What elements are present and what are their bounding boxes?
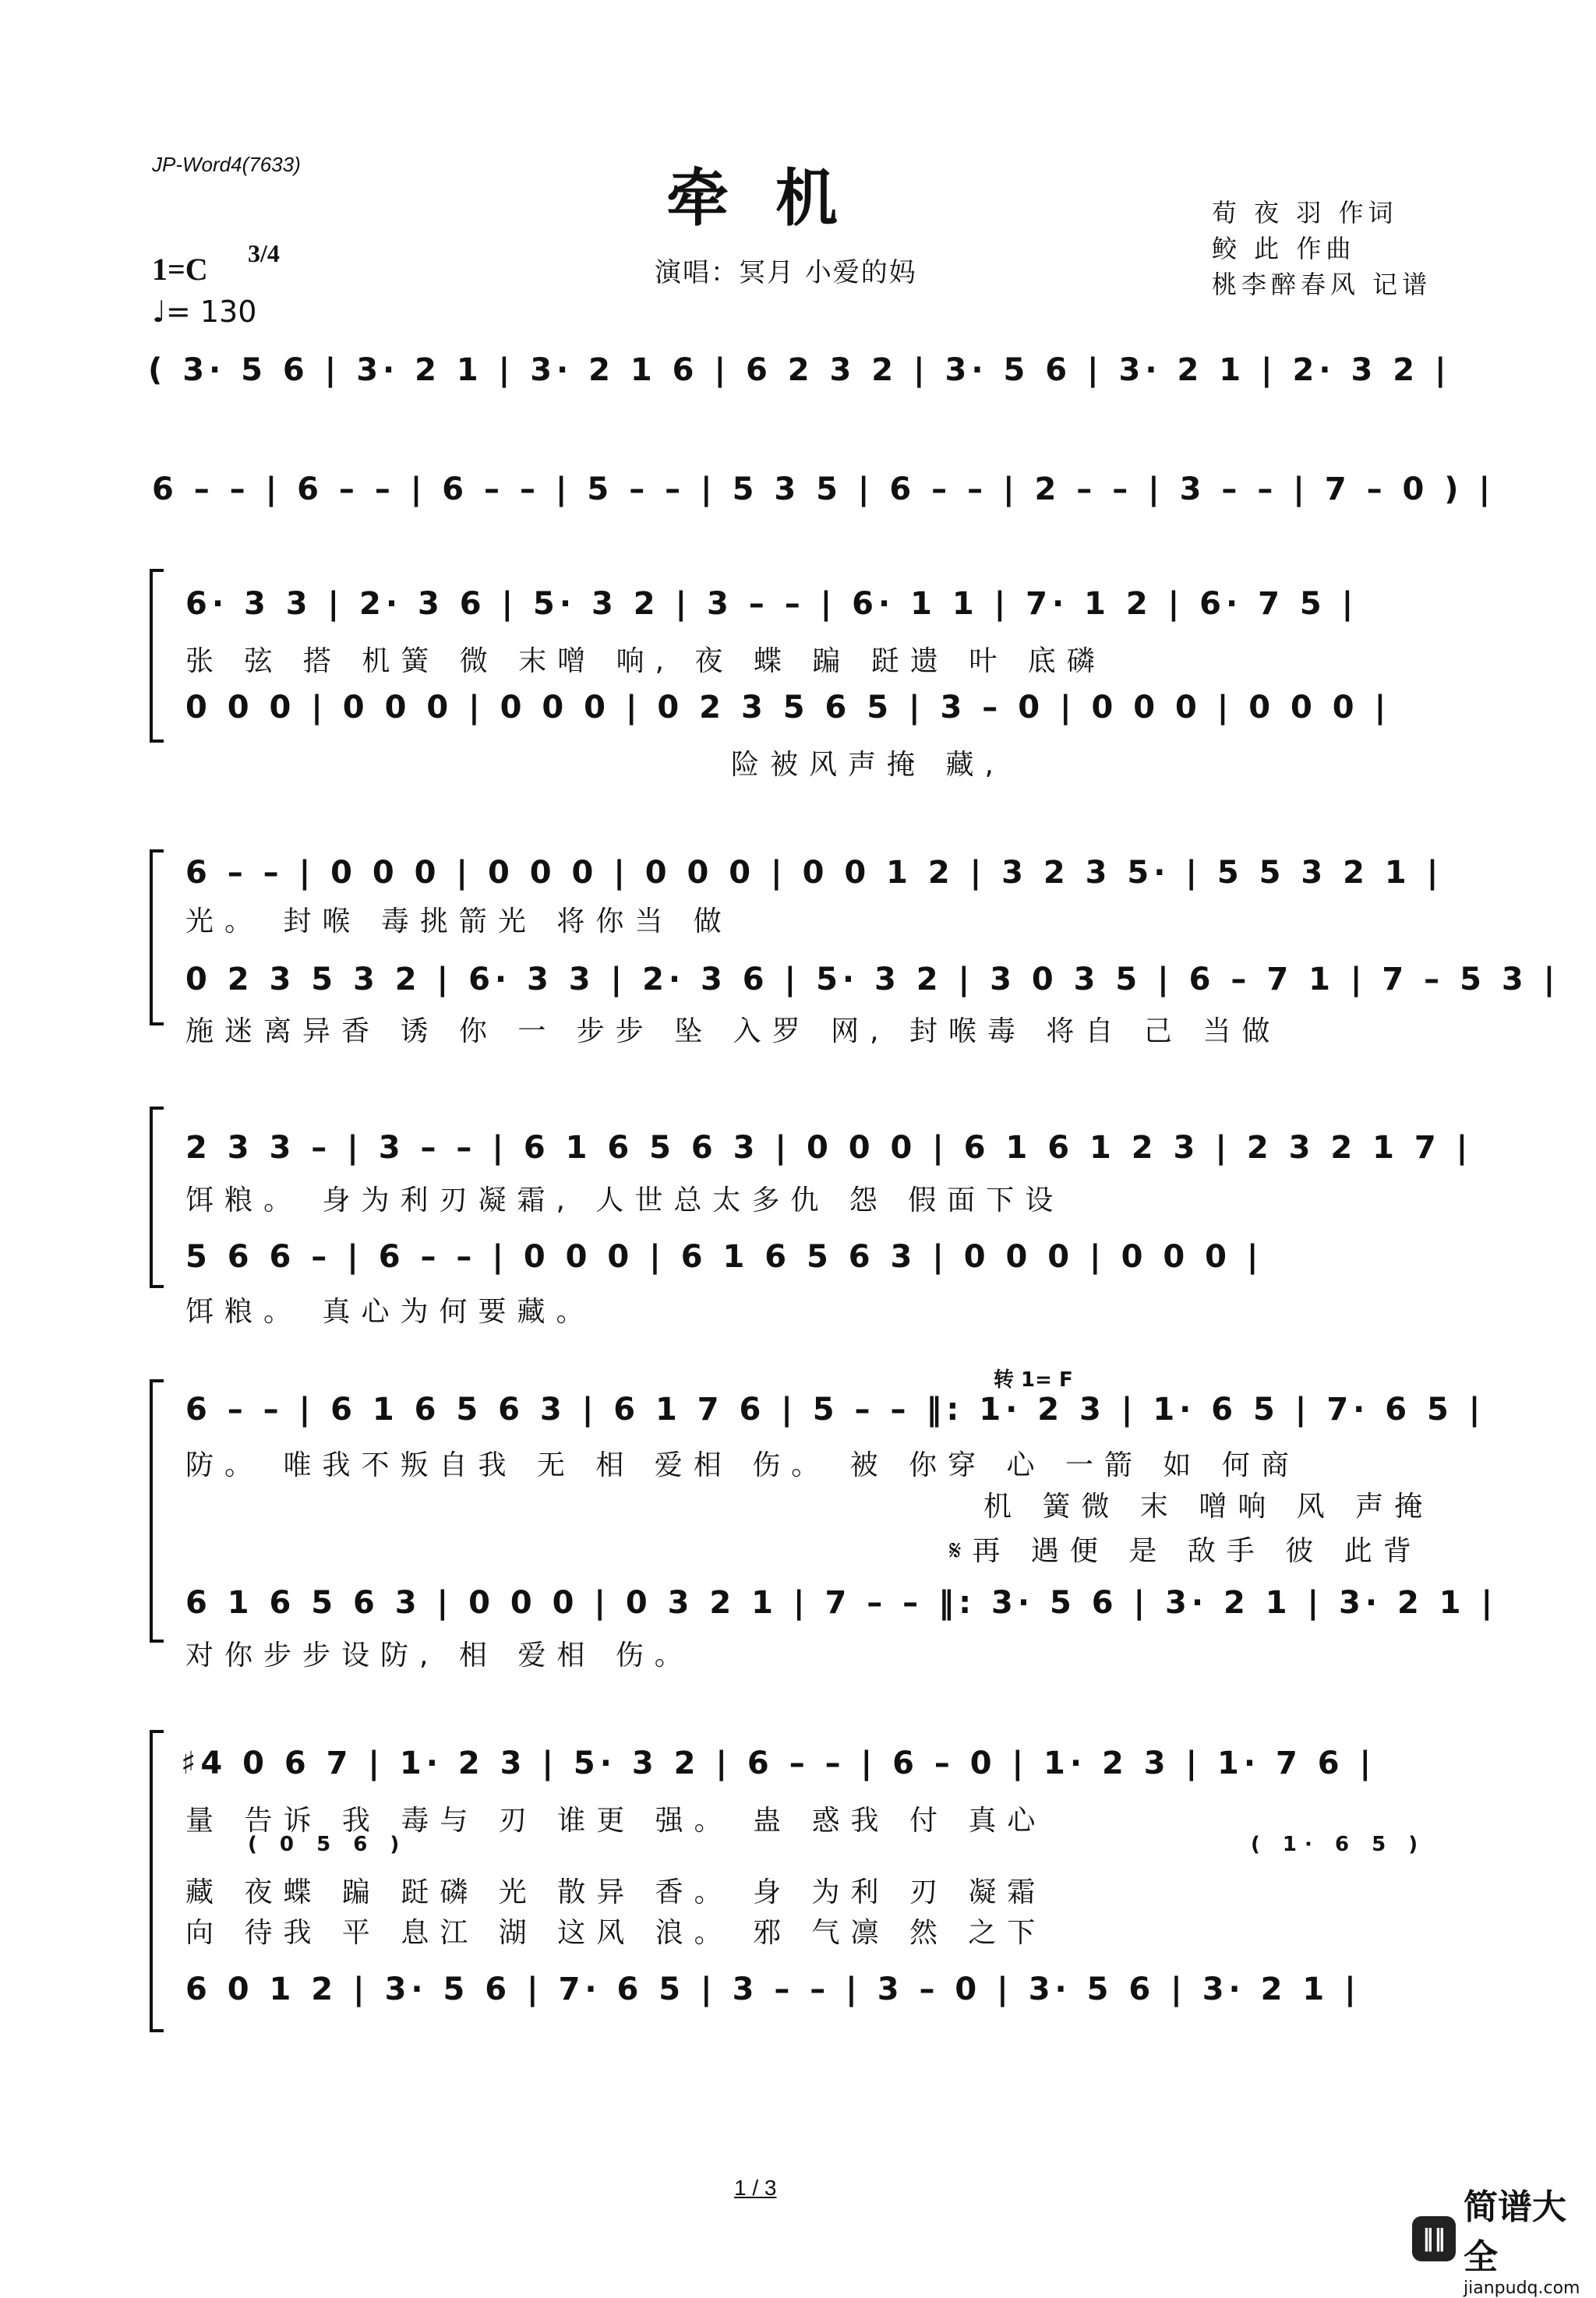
system3-lower-notes: 5 6 6 – | 6 – – | 0 0 0 | 6 1 6 5 6 3 | 0 0 0 | 0 0 0 |: [185, 1239, 1263, 1275]
tempo-mark: ♩= 130: [152, 295, 257, 329]
system5-upper-notes: ♯4 0 6 7 | 1· 2 3 | 5· 3 2 | 6 – – | 6 – 0 | 1· 2 3 | 1· 7 6 |: [181, 1746, 1376, 1781]
system5-lower-notes: 6 0 1 2 | 3· 5 6 | 7· 6 5 | 3 – – | 3 – 0 | 3· 5 6 | 3· 2 1 |: [185, 1971, 1361, 2007]
system5-alt-notes-1: ( 0 5 6 ): [248, 1833, 408, 1856]
system3-upper-notes: 2 3 3 – | 3 – – | 6 1 6 5 6 3 | 0 0 0 | 6 1 6 1 2 3 | 2 3 2 1 7 |: [185, 1130, 1473, 1166]
composer-credit: 鲛 此 作曲: [1212, 234, 1356, 263]
system4-lower-notes: 6 1 6 5 6 3 | 0 0 0 | 0 3 2 1 | 7 – – ‖: 3· 5 6 | 3· 2 1 | 3· 2 1 |: [185, 1585, 1498, 1621]
song-title: 牵机: [666, 161, 885, 235]
system5-lyrics-verse3: 向 待我 平 息江 湖 这风 浪。 邪 气凛 然 之下: [185, 1917, 1047, 1949]
singers-label: 演唱：冥月 小爱的妈: [655, 257, 917, 288]
system5-lyrics-verse1: 量 告诉 我 毒与 刃 谁更 强。 蛊 惑我 付 真心: [185, 1805, 1047, 1837]
system-brace: [150, 1730, 164, 2032]
system5-alt-notes-2: ( 1· 6 5 ): [1251, 1833, 1426, 1856]
system-brace: [150, 569, 164, 743]
brand-name: 简谱大全: [1464, 2187, 1567, 2277]
lyricist-credit: 荀 夜 羽 作词: [1212, 198, 1398, 228]
time-signature: [248, 239, 280, 267]
system4-verse2-lyrics: 机 簧微 末 噌响 风 声掩: [983, 1491, 1434, 1523]
system4-upper-notes: 6 – – | 6 1 6 5 6 3 | 6 1 7 6 | 5 – – ‖: 1· 2 3 | 1· 6 5 | 7· 6 5 |: [185, 1392, 1485, 1428]
system3-upper-lyrics: 饵粮。 身为利刃凝霜, 人世总太多仇 怨 假面下设: [185, 1184, 1065, 1216]
engraver-label: JP-Word4(7633): [152, 153, 301, 176]
piano-keys-icon: ‖‖: [1412, 2216, 1456, 2261]
system5-lyrics-verse2: 藏 夜蝶 蹁 跹磷 光 散异 香。 身 为利 刃 凝霜: [185, 1876, 1047, 1908]
system1-lower-lyrics: 险被风声掩 藏,: [731, 749, 1005, 781]
time-signature-value: 3/4: [248, 239, 280, 267]
brand-url: jianpudq.com: [1464, 2279, 1580, 2298]
intro-line-1: ( 3· 5 6 | 3· 2 1 | 3· 2 1 6 | 6 2 3 2 | 3· 5 6 | 3· 2 1 | 2· 3 2 |: [148, 352, 1451, 388]
page-number: 1 / 3: [734, 2176, 777, 2200]
system2-lower-lyrics: 施迷离异香 诱 你 一 步步 坠 入罗 网, 封喉毒 将自 己 当做: [185, 1015, 1281, 1047]
system2-upper-notes: 6 – – | 0 0 0 | 0 0 0 | 0 0 0 | 0 0 1 2 | 3 2 3 5· | 5 5 3 2 1 |: [185, 855, 1443, 891]
system1-upper-notes: 6· 3 3 | 2· 3 6 | 5· 3 2 | 3 – – | 6· 1 1 | 7· 1 2 | 6· 7 5 |: [185, 586, 1358, 622]
site-logo[interactable]: [1412, 2179, 1596, 2298]
system4-upper-lyrics: 防。 唯我不叛自我 无 相 爱相 伤。 被 你穿 心 一箭 如 何商: [185, 1449, 1300, 1481]
system1-upper-lyrics: 张 弦 搭 机簧 微 末噌 响, 夜 蝶 蹁 跹遗 叶 底磷: [185, 645, 1106, 677]
key-signature: 1=C: [152, 252, 208, 287]
system-brace: [150, 849, 164, 1025]
intro-line-2: 6 – – | 6 – – | 6 – – | 5 – – | 5 3 5 | 6 – – | 2 – – | 3 – – | 7 – 0 ) |: [152, 471, 1495, 507]
system-brace: [150, 1379, 164, 1643]
system1-lower-notes: 0 0 0 | 0 0 0 | 0 0 0 | 0 2 3 5 6 5 | 3 – 0 | 0 0 0 | 0 0 0 |: [185, 690, 1391, 725]
transcriber-credit: 桃李醉春风 记谱: [1212, 270, 1432, 299]
system2-lower-notes: 0 2 3 5 3 2 | 6· 3 3 | 2· 3 6 | 5· 3 2 | 3 0 3 5 | 6 – 7 1 | 7 – 5 3 |: [185, 962, 1560, 997]
system2-upper-lyrics: 光。 封喉 毒挑箭光 将你当 做: [185, 905, 733, 937]
system3-lower-lyrics: 饵粮。 真心为何要藏。: [185, 1296, 595, 1328]
credits: [1212, 195, 1432, 302]
system4-verse3-lyrics: 𝄋再 遇便 是 敌手 彼 此背: [949, 1535, 1422, 1567]
system-brace: [150, 1107, 164, 1288]
system4-lower-lyrics: 对你步步设防, 相 爱相 伤。: [185, 1640, 694, 1671]
modulation-mark: 转 1= F: [994, 1368, 1073, 1392]
